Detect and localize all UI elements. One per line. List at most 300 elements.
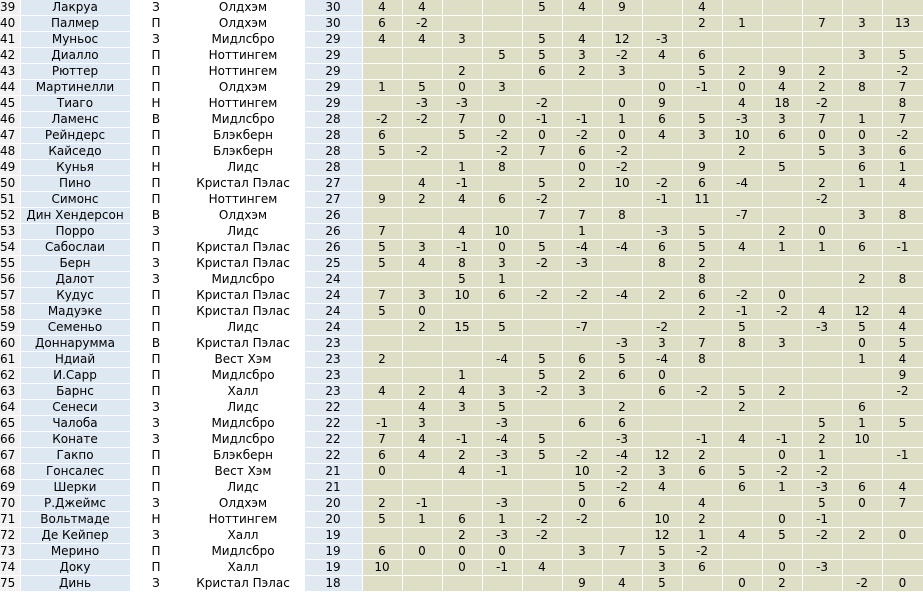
- round-points-cell: -2: [482, 144, 522, 160]
- table-row: [0, 560, 923, 576]
- row-number-cell: 67: [0, 448, 20, 464]
- round-points-cell: -2: [842, 576, 882, 592]
- player-name-cell: Рюттер: [20, 64, 130, 80]
- round-points-cell: 18: [762, 96, 802, 112]
- round-points-cell: 5: [642, 544, 682, 560]
- round-points-cell: 1: [442, 368, 482, 384]
- round-points-cell: 6: [562, 144, 602, 160]
- round-points-cell: [562, 432, 602, 448]
- round-points-cell: 3: [482, 80, 522, 96]
- table-row: [0, 192, 923, 208]
- total-points-cell: 20: [304, 496, 362, 512]
- round-points-cell: 7: [522, 144, 562, 160]
- round-points-cell: 5: [362, 144, 402, 160]
- round-points-cell: [642, 208, 682, 224]
- round-points-cell: [522, 304, 562, 320]
- round-points-cell: -1: [562, 112, 602, 128]
- round-points-cell: [442, 352, 482, 368]
- round-points-cell: -3: [802, 560, 842, 576]
- player-name-cell: Мадуэке: [20, 304, 130, 320]
- round-points-cell: 6: [362, 128, 402, 144]
- round-points-cell: 0: [402, 304, 442, 320]
- round-points-cell: 2: [402, 320, 442, 336]
- round-points-cell: 2: [722, 400, 762, 416]
- round-points-cell: [562, 192, 602, 208]
- round-points-cell: 4: [442, 224, 482, 240]
- round-points-cell: [402, 128, 442, 144]
- round-points-cell: [442, 16, 482, 32]
- round-points-cell: 6: [642, 240, 682, 256]
- round-points-cell: -1: [802, 512, 842, 528]
- round-points-cell: [562, 528, 602, 544]
- round-points-cell: 7: [562, 208, 602, 224]
- table-row: [0, 288, 923, 304]
- round-points-cell: [442, 144, 482, 160]
- total-points-cell: 22: [304, 448, 362, 464]
- round-points-cell: 4: [882, 352, 923, 368]
- row-number-cell: 57: [0, 288, 20, 304]
- round-points-cell: 3: [402, 288, 442, 304]
- row-number-cell: 75: [0, 576, 20, 592]
- round-points-cell: 4: [882, 320, 923, 336]
- round-points-cell: 4: [402, 448, 442, 464]
- round-points-cell: [602, 272, 642, 288]
- round-points-cell: 2: [642, 288, 682, 304]
- player-name-cell: Мерино: [20, 544, 130, 560]
- round-points-cell: 5: [522, 48, 562, 64]
- round-points-cell: [482, 368, 522, 384]
- position-cell: П: [130, 176, 182, 192]
- round-points-cell: [522, 336, 562, 352]
- total-points-cell: 28: [304, 128, 362, 144]
- round-points-cell: 4: [882, 176, 923, 192]
- round-points-cell: 5: [522, 368, 562, 384]
- round-points-cell: 6: [642, 384, 682, 400]
- club-cell: Ноттингем: [182, 512, 304, 528]
- round-points-cell: 6: [602, 496, 642, 512]
- round-points-cell: 4: [562, 32, 602, 48]
- round-points-cell: 5: [482, 48, 522, 64]
- round-points-cell: -2: [522, 96, 562, 112]
- round-points-cell: 5: [802, 416, 842, 432]
- club-cell: Кристал Пэлас: [182, 576, 304, 592]
- round-points-cell: -4: [602, 448, 642, 464]
- row-number-cell: 52: [0, 208, 20, 224]
- round-points-cell: 9: [882, 368, 923, 384]
- round-points-cell: [802, 32, 842, 48]
- round-points-cell: 4: [682, 496, 722, 512]
- round-points-cell: 1: [602, 112, 642, 128]
- table-row: [0, 48, 923, 64]
- round-points-cell: [882, 0, 923, 16]
- table-row: [0, 336, 923, 352]
- round-points-cell: 5: [682, 64, 722, 80]
- round-points-cell: -4: [602, 240, 642, 256]
- player-name-cell: Тиаго: [20, 96, 130, 112]
- round-points-cell: 1: [802, 240, 842, 256]
- round-points-cell: [402, 208, 442, 224]
- round-points-cell: 12: [642, 448, 682, 464]
- round-points-cell: [362, 272, 402, 288]
- table-row: [0, 272, 923, 288]
- position-cell: П: [130, 384, 182, 400]
- round-points-cell: [682, 576, 722, 592]
- position-cell: З: [130, 224, 182, 240]
- table-row: [0, 432, 923, 448]
- round-points-cell: 8: [682, 272, 722, 288]
- club-cell: Олдхэм: [182, 0, 304, 16]
- round-points-cell: 3: [762, 336, 802, 352]
- round-points-cell: [442, 416, 482, 432]
- total-points-cell: 21: [304, 480, 362, 496]
- round-points-cell: [682, 208, 722, 224]
- table-row: [0, 144, 923, 160]
- row-number-cell: 66: [0, 432, 20, 448]
- position-cell: П: [130, 368, 182, 384]
- club-cell: Кристал Пэлас: [182, 256, 304, 272]
- round-points-cell: 6: [682, 288, 722, 304]
- round-points-cell: [562, 96, 602, 112]
- round-points-cell: 3: [562, 544, 602, 560]
- round-points-cell: -2: [642, 320, 682, 336]
- round-points-cell: 2: [402, 192, 442, 208]
- round-points-cell: 6: [602, 416, 642, 432]
- round-points-cell: 2: [802, 176, 842, 192]
- round-points-cell: [482, 576, 522, 592]
- total-points-cell: 23: [304, 352, 362, 368]
- round-points-cell: [602, 512, 642, 528]
- round-points-cell: 0: [762, 560, 802, 576]
- round-points-cell: -1: [442, 432, 482, 448]
- round-points-cell: [722, 272, 762, 288]
- table-row: [0, 176, 923, 192]
- round-points-cell: 3: [842, 144, 882, 160]
- round-points-cell: [522, 160, 562, 176]
- club-cell: Блэкберн: [182, 144, 304, 160]
- total-points-cell: 22: [304, 432, 362, 448]
- round-points-cell: -2: [602, 160, 642, 176]
- round-points-cell: 4: [882, 304, 923, 320]
- round-points-cell: 0: [762, 448, 802, 464]
- round-points-cell: [362, 320, 402, 336]
- round-points-cell: [602, 384, 642, 400]
- round-points-cell: -2: [522, 384, 562, 400]
- round-points-cell: 2: [682, 256, 722, 272]
- round-points-cell: [762, 32, 802, 48]
- round-points-cell: [522, 400, 562, 416]
- round-points-cell: 5: [522, 432, 562, 448]
- round-points-cell: 5: [442, 272, 482, 288]
- table-row: [0, 448, 923, 464]
- round-points-cell: -2: [802, 96, 842, 112]
- total-points-cell: 25: [304, 256, 362, 272]
- position-cell: П: [130, 304, 182, 320]
- total-points-cell: 19: [304, 544, 362, 560]
- round-points-cell: 7: [362, 288, 402, 304]
- row-number-cell: 42: [0, 48, 20, 64]
- round-points-cell: -4: [562, 240, 602, 256]
- row-number-cell: 48: [0, 144, 20, 160]
- round-points-cell: 0: [442, 80, 482, 96]
- round-points-cell: [442, 208, 482, 224]
- round-points-cell: [642, 64, 682, 80]
- round-points-cell: 9: [762, 64, 802, 80]
- player-name-cell: Чалоба: [20, 416, 130, 432]
- round-points-cell: -2: [522, 256, 562, 272]
- round-points-cell: [802, 0, 842, 16]
- round-points-cell: 13: [882, 16, 923, 32]
- round-points-cell: 6: [722, 480, 762, 496]
- round-points-cell: 5: [762, 160, 802, 176]
- round-points-cell: 0: [802, 224, 842, 240]
- row-number-cell: 46: [0, 112, 20, 128]
- round-points-cell: -1: [882, 240, 923, 256]
- club-cell: Мидлсбро: [182, 272, 304, 288]
- round-points-cell: 10: [362, 560, 402, 576]
- round-points-cell: 0: [842, 496, 882, 512]
- round-points-cell: [762, 0, 802, 16]
- round-points-cell: -2: [642, 176, 682, 192]
- player-name-cell: Динь: [20, 576, 130, 592]
- round-points-cell: 6: [842, 240, 882, 256]
- round-points-cell: 0: [722, 80, 762, 96]
- round-points-cell: [762, 256, 802, 272]
- round-points-cell: [602, 224, 642, 240]
- total-points-cell: 26: [304, 240, 362, 256]
- round-points-cell: 7: [882, 496, 923, 512]
- round-points-cell: 5: [682, 112, 722, 128]
- round-points-cell: -3: [482, 416, 522, 432]
- round-points-cell: 5: [802, 144, 842, 160]
- round-points-cell: [602, 80, 642, 96]
- club-cell: Мидлсбро: [182, 32, 304, 48]
- round-points-cell: -2: [402, 16, 442, 32]
- round-points-cell: [882, 512, 923, 528]
- club-cell: Ноттингем: [182, 48, 304, 64]
- round-points-cell: 3: [442, 32, 482, 48]
- round-points-cell: 2: [682, 304, 722, 320]
- round-points-cell: 5: [562, 480, 602, 496]
- round-points-cell: 4: [402, 176, 442, 192]
- round-points-cell: [402, 336, 442, 352]
- round-points-cell: 0: [482, 544, 522, 560]
- round-points-cell: 10: [442, 288, 482, 304]
- round-points-cell: -3: [482, 496, 522, 512]
- round-points-cell: 10: [602, 176, 642, 192]
- round-points-cell: 6: [362, 16, 402, 32]
- club-cell: Олдхэм: [182, 208, 304, 224]
- round-points-cell: 6: [682, 176, 722, 192]
- round-points-cell: 0: [642, 80, 682, 96]
- round-points-cell: 5: [882, 416, 923, 432]
- table-row: [0, 112, 923, 128]
- round-points-cell: -2: [802, 192, 842, 208]
- total-points-cell: 26: [304, 224, 362, 240]
- club-cell: Кристал Пэлас: [182, 304, 304, 320]
- round-points-cell: 10: [842, 432, 882, 448]
- round-points-cell: [722, 160, 762, 176]
- round-points-cell: 8: [842, 80, 882, 96]
- round-points-cell: [762, 496, 802, 512]
- round-points-cell: [642, 16, 682, 32]
- round-points-cell: 6: [842, 480, 882, 496]
- round-points-cell: [522, 16, 562, 32]
- row-number-cell: 43: [0, 64, 20, 80]
- player-name-cell: Диалло: [20, 48, 130, 64]
- round-points-cell: 4: [802, 304, 842, 320]
- round-points-cell: [482, 32, 522, 48]
- round-points-cell: -2: [762, 304, 802, 320]
- round-points-cell: [842, 96, 882, 112]
- round-points-cell: [802, 544, 842, 560]
- round-points-cell: 1: [762, 480, 802, 496]
- total-points-cell: 30: [304, 0, 362, 16]
- round-points-cell: 1: [802, 448, 842, 464]
- round-points-cell: [682, 320, 722, 336]
- round-points-cell: 7: [882, 80, 923, 96]
- position-cell: П: [130, 480, 182, 496]
- round-points-cell: -2: [562, 512, 602, 528]
- player-name-cell: И.Сарр: [20, 368, 130, 384]
- round-points-cell: [722, 368, 762, 384]
- round-points-cell: -2: [562, 288, 602, 304]
- round-points-cell: -1: [642, 192, 682, 208]
- round-points-cell: 2: [442, 448, 482, 464]
- round-points-cell: 6: [682, 464, 722, 480]
- table-row: [0, 528, 923, 544]
- round-points-cell: [842, 64, 882, 80]
- round-points-cell: [362, 368, 402, 384]
- round-points-cell: 2: [802, 64, 842, 80]
- round-points-cell: 10: [562, 464, 602, 480]
- round-points-cell: [562, 304, 602, 320]
- player-name-cell: Р.Джеймс: [20, 496, 130, 512]
- club-cell: Мидлсбро: [182, 432, 304, 448]
- club-cell: Мидлсбро: [182, 112, 304, 128]
- row-number-cell: 62: [0, 368, 20, 384]
- round-points-cell: 8: [442, 256, 482, 272]
- round-points-cell: 5: [682, 240, 722, 256]
- table-row: [0, 512, 923, 528]
- round-points-cell: [802, 368, 842, 384]
- round-points-cell: 2: [562, 176, 602, 192]
- round-points-cell: -3: [602, 336, 642, 352]
- round-points-cell: 12: [842, 304, 882, 320]
- round-points-cell: [722, 32, 762, 48]
- round-points-cell: 8: [882, 96, 923, 112]
- position-cell: З: [130, 528, 182, 544]
- round-points-cell: [602, 320, 642, 336]
- position-cell: З: [130, 576, 182, 592]
- round-points-cell: [402, 64, 442, 80]
- round-points-cell: 8: [682, 352, 722, 368]
- round-points-cell: 2: [562, 368, 602, 384]
- row-number-cell: 65: [0, 416, 20, 432]
- player-name-cell: Берн: [20, 256, 130, 272]
- round-points-cell: [842, 368, 882, 384]
- round-points-cell: -2: [362, 112, 402, 128]
- table-row: [0, 496, 923, 512]
- round-points-cell: 8: [882, 208, 923, 224]
- position-cell: П: [130, 240, 182, 256]
- row-number-cell: 69: [0, 480, 20, 496]
- round-points-cell: 12: [602, 32, 642, 48]
- round-points-cell: [362, 528, 402, 544]
- total-points-cell: 29: [304, 64, 362, 80]
- round-points-cell: 4: [722, 240, 762, 256]
- player-name-cell: Муньос: [20, 32, 130, 48]
- row-number-cell: 41: [0, 32, 20, 48]
- row-number-cell: 68: [0, 464, 20, 480]
- round-points-cell: 5: [602, 352, 642, 368]
- round-points-cell: [842, 256, 882, 272]
- round-points-cell: [562, 560, 602, 576]
- round-points-cell: [482, 336, 522, 352]
- round-points-cell: 7: [802, 16, 842, 32]
- total-points-cell: 29: [304, 96, 362, 112]
- row-number-cell: 39: [0, 0, 20, 16]
- round-points-cell: [882, 288, 923, 304]
- round-points-cell: -2: [522, 528, 562, 544]
- round-points-cell: [762, 176, 802, 192]
- round-points-cell: 2: [802, 80, 842, 96]
- round-points-cell: [362, 400, 402, 416]
- club-cell: Блэкберн: [182, 448, 304, 464]
- round-points-cell: 4: [402, 32, 442, 48]
- round-points-cell: 3: [562, 48, 602, 64]
- round-points-cell: 4: [722, 432, 762, 448]
- player-name-cell: Конате: [20, 432, 130, 448]
- player-name-cell: Порро: [20, 224, 130, 240]
- round-points-cell: 4: [762, 80, 802, 96]
- round-points-cell: 5: [362, 304, 402, 320]
- round-points-cell: [882, 224, 923, 240]
- table-row: [0, 208, 923, 224]
- round-points-cell: 6: [642, 112, 682, 128]
- round-points-cell: 7: [442, 112, 482, 128]
- round-points-cell: 3: [642, 336, 682, 352]
- round-points-cell: [682, 144, 722, 160]
- position-cell: П: [130, 64, 182, 80]
- round-points-cell: -2: [402, 144, 442, 160]
- round-points-cell: -2: [522, 512, 562, 528]
- round-points-cell: 4: [642, 480, 682, 496]
- round-points-cell: 1: [882, 160, 923, 176]
- round-points-cell: 6: [562, 352, 602, 368]
- position-cell: П: [130, 544, 182, 560]
- round-points-cell: 3: [482, 256, 522, 272]
- round-points-cell: [442, 496, 482, 512]
- round-points-cell: [802, 272, 842, 288]
- round-points-cell: 4: [562, 0, 602, 16]
- round-points-cell: [682, 480, 722, 496]
- round-points-cell: -3: [642, 224, 682, 240]
- round-points-cell: [402, 48, 442, 64]
- club-cell: Мидлсбро: [182, 416, 304, 432]
- round-points-cell: 1: [842, 176, 882, 192]
- round-points-cell: [402, 224, 442, 240]
- total-points-cell: 22: [304, 400, 362, 416]
- round-points-cell: [482, 304, 522, 320]
- round-points-cell: 9: [562, 576, 602, 592]
- round-points-cell: 0: [882, 576, 923, 592]
- round-points-cell: 2: [602, 400, 642, 416]
- round-points-cell: [402, 352, 442, 368]
- round-points-cell: [402, 272, 442, 288]
- table-row: [0, 576, 923, 592]
- round-points-cell: [562, 272, 602, 288]
- table-row: [0, 0, 923, 16]
